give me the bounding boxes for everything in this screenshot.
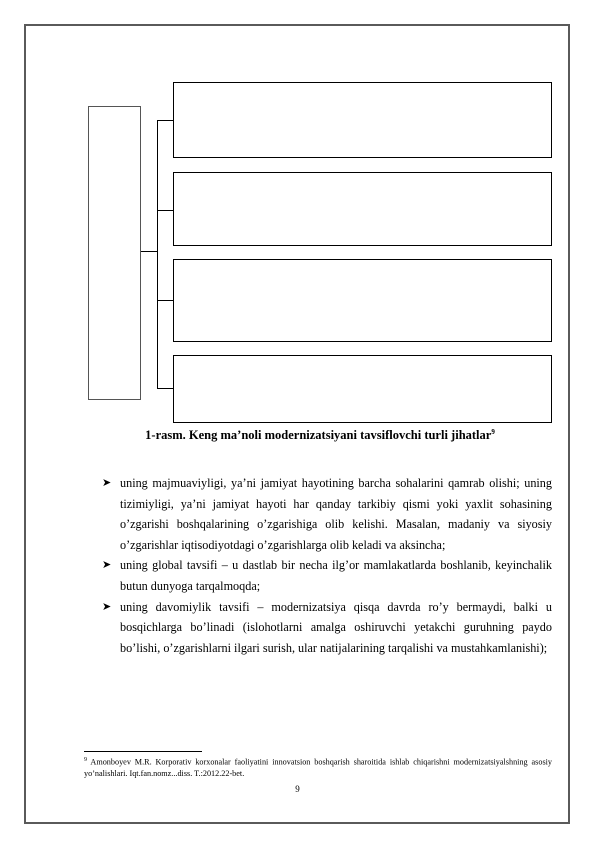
diagram-aspect-box-1	[173, 82, 552, 158]
aspects-list	[102, 473, 552, 658]
list-item-text: uning global tavsifi – u dastlab bir necha ilg’or mamlakatlarda boshlanib, keyinchalik butun dunyoga tarqalmoqda;	[120, 558, 552, 593]
page-number: 9	[295, 784, 300, 794]
list-item	[102, 597, 552, 659]
diagram-left-box	[88, 106, 141, 400]
arrow-bullet-icon: ➤	[102, 599, 112, 613]
footnote	[84, 755, 552, 779]
connector-branch-3	[157, 300, 173, 301]
figure-caption-footnote-ref: 9	[491, 428, 495, 436]
connector-branch-4	[157, 388, 173, 389]
list-item-text: uning davomiylik tavsifi – modernizatsiya qisqa davrda ro’y bermaydi, balki u bosqichlarga bo’linadi (islohotlarni amalga oshiruvchi yetakchi guruhning paydo bo’lishi, o’zgarishlarni ilgari surish, ular natijalarining tarqalishi va mustahkamlanishi);	[120, 599, 552, 655]
connector-branch-1	[157, 120, 173, 121]
arrow-bullet-icon: ➤	[102, 476, 112, 489]
footnote-number: 9	[84, 757, 87, 763]
arrow-bullet-icon: ➤	[102, 558, 112, 572]
list-item-text: uning majmuaviyligi, ya’ni jamiyat hayotining barcha sohalarini qamrab olishi; uning tizimiyligi, ya’ni jamiyat hayoti har qanday tarkibiy qismi yoki yaxlit sohasining o’zgarishi boshqalarining o’zgarishiga olib kelishi. Masalan, madaniy va siyosiy o’zgarishlar iqtisodiyotdagi o’zgarishlarga olib keladi va aksincha;	[120, 476, 552, 552]
connector-branch-2	[157, 210, 173, 211]
diagram-aspect-box-2	[173, 172, 552, 246]
figure-caption-text: 1-rasm. Keng ma’noli modernizatsiyani tavsiflovchi turli jihatlar	[145, 428, 492, 443]
diagram-aspect-box-4	[173, 355, 552, 423]
list-item	[102, 473, 552, 555]
list-item	[102, 555, 552, 596]
footnote-text: Amonboyev M.R. Korporativ korxonalar faoliyatini innovatsion boshqarish sharoitida ishlab chiqarishni modernizatsiyalshning asosiy yo’nalishlari. Iqt.fan.nomz...diss. T.:2012.22-bet.	[84, 757, 552, 778]
diagram-aspect-box-3	[173, 259, 552, 342]
footnote-separator	[84, 751, 202, 752]
connector-left-stub	[141, 251, 157, 252]
connector-vertical	[157, 120, 158, 388]
figure-caption	[0, 428, 595, 443]
